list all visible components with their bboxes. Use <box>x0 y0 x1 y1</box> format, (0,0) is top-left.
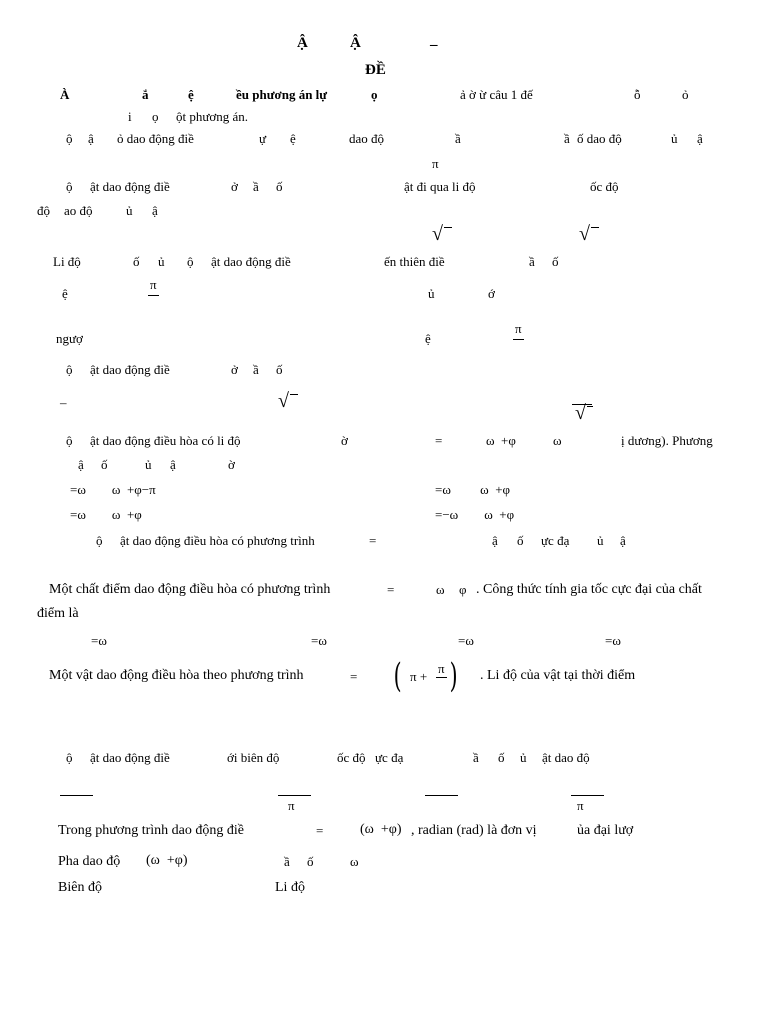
pi-symbol: π <box>438 661 445 676</box>
q2-text: ật dao động điề <box>90 179 170 194</box>
q6-text: ật dao động điều hòa có phương trình <box>120 533 315 548</box>
title-char: Ậ <box>297 35 308 51</box>
q7-text: điểm là <box>37 606 79 621</box>
q7-option-d: =ω <box>605 633 621 648</box>
instr-text: ọ <box>152 109 159 124</box>
q1-text: ủ <box>671 131 678 146</box>
q3-text: ệ <box>62 286 68 301</box>
q6-text: ậ <box>620 533 626 548</box>
q1-text: ự <box>259 131 267 146</box>
q4-text: ộ <box>66 362 73 377</box>
q6-text: ố <box>517 533 524 548</box>
q10-option-b: ố <box>307 854 314 869</box>
sqrt-icon: √ <box>579 223 590 245</box>
instr-text: ỗ <box>634 87 641 102</box>
q2-text: độ <box>37 203 50 218</box>
q6-text: ực đạ <box>541 533 570 548</box>
q6-text: ậ <box>492 533 498 548</box>
q4-dash: – <box>60 395 67 410</box>
q3-text: ầ <box>529 254 535 269</box>
q8-text: . Li độ của vật tại thời điểm <box>480 668 636 683</box>
q2-text: ốc độ <box>590 179 619 194</box>
q4-text: ật dao động điề <box>90 362 170 377</box>
q3-text: ớ <box>488 286 495 301</box>
q1-text: ậ <box>88 131 94 146</box>
q9-text: ật dao độ <box>542 750 590 765</box>
q5-text: = <box>435 433 443 448</box>
sqrt-icon: √ <box>278 390 289 412</box>
q5-option-b: =ω ω +φ <box>435 482 511 497</box>
instr-text: ột phương án. <box>176 109 249 124</box>
q5-option-d: =−ω ω +φ <box>435 507 515 522</box>
sqrt-bar <box>444 227 452 228</box>
instr-text: ọ <box>371 87 378 102</box>
q9-text: ố <box>498 750 505 765</box>
q9-text: ốc độ <box>337 750 366 765</box>
q3-text: Li độ <box>53 254 81 269</box>
q1-text: ộ <box>66 131 73 146</box>
q2-text: ở <box>231 179 238 194</box>
q9-option-a-fraction <box>60 795 93 796</box>
q3-text: ố <box>133 254 140 269</box>
q3-text: ủ <box>158 254 165 269</box>
q2-text: ố <box>276 179 283 194</box>
sqrt-icon: √ <box>432 223 443 245</box>
q1-text: ầ <box>455 131 461 146</box>
q9-option-d-fraction <box>571 795 604 796</box>
sqrt-bar <box>587 406 593 407</box>
q9-text: ực đạ <box>375 750 404 765</box>
q1-text: ố dao độ <box>577 131 622 146</box>
q5-text: ω +φ <box>486 433 516 448</box>
q3-text: ngượ <box>56 331 83 346</box>
q9-text: ộ <box>66 750 73 765</box>
q10-option-d: Li độ <box>275 880 305 895</box>
q10-option-b: ầ <box>284 854 290 869</box>
q4-text: ầ <box>253 362 259 377</box>
q10-option-a: Pha dao độ <box>58 854 121 869</box>
paren-left: ( <box>393 656 402 696</box>
pi-symbol: π <box>515 321 522 336</box>
q5-text: ố <box>101 457 108 472</box>
q3-text: ủ <box>428 286 435 301</box>
q1-text: dao độ <box>349 131 385 146</box>
q5-text: ộ <box>66 433 73 448</box>
q9-option-b-fraction <box>278 795 311 796</box>
q9-option-c-fraction <box>425 795 458 796</box>
section-heading: ĐỀ <box>365 62 386 78</box>
q1-text: ầ <box>564 131 570 146</box>
pi-symbol: π <box>432 156 439 171</box>
q9-text: ật dao động điề <box>90 750 170 765</box>
q8-text: Một vật dao động điều hòa theo phương trình <box>49 668 304 683</box>
q1-text: ỏ dao động điề <box>117 131 194 146</box>
q5-text: ậ <box>170 457 176 472</box>
q9-text: ầ <box>473 750 479 765</box>
q6-text: ộ <box>96 533 103 548</box>
sqrt-icon: √ <box>575 402 586 424</box>
title-dash: – <box>430 37 438 53</box>
q8-inner: π + <box>410 669 428 684</box>
q5-text: ủ <box>145 457 152 472</box>
q2-text: ậ <box>152 203 158 218</box>
instr-text: i <box>128 109 132 124</box>
q8-eq: = <box>350 669 358 684</box>
fraction-bar <box>436 677 447 678</box>
q7-phi: φ <box>459 582 467 597</box>
q10-eq: = <box>316 823 324 838</box>
q7-eq: = <box>387 582 395 597</box>
q5-option-a: =ω ω +φ−π <box>70 482 156 497</box>
fraction-bar <box>148 295 159 296</box>
q10-option-c: Biên độ <box>58 880 102 895</box>
instr-text: ệ <box>188 87 194 102</box>
sqrt-bar <box>591 227 599 228</box>
q1-text: ệ <box>290 131 296 146</box>
q6-text: = <box>369 533 377 548</box>
q2-text: ủ <box>126 203 133 218</box>
title-char: Ậ <box>350 35 361 51</box>
q7-text: Một chất điểm dao động điều hòa có phương trình <box>49 582 331 597</box>
q3-text: ệ <box>425 331 431 346</box>
instr-text: À <box>60 87 70 102</box>
q7-text: . Công thức tính gia tốc cực đại của chất <box>476 582 702 597</box>
sqrt-bar <box>290 394 298 395</box>
q5-text: ờ <box>341 433 348 448</box>
paren-right: ) <box>449 656 458 696</box>
q5-text: ậ <box>78 457 84 472</box>
pi-symbol: π <box>577 798 584 813</box>
q7-option-b: =ω <box>311 633 327 648</box>
q7-omega: ω <box>436 582 445 597</box>
q10-option-a-expr: (ω +φ) <box>146 853 188 868</box>
q10-expr: (ω +φ) <box>360 822 402 837</box>
instr-text: ắ <box>142 87 149 102</box>
q2-text: ộ <box>66 179 73 194</box>
q3-text: ến thiên điề <box>384 254 445 269</box>
q3-text: ố <box>552 254 559 269</box>
q10-text: Trong phương trình dao động điề <box>58 823 244 838</box>
q5-text: ờ <box>228 457 235 472</box>
q9-text: ủ <box>520 750 527 765</box>
q5-text: ị dương). Phương <box>621 433 713 448</box>
q10-text: , radian (rad) là đơn vị <box>411 823 537 838</box>
q4-text: ở <box>231 362 238 377</box>
pi-symbol: π <box>288 798 295 813</box>
q2-text: ầ <box>253 179 259 194</box>
fraction-bar <box>513 339 524 340</box>
q9-text: ới biên độ <box>227 750 280 765</box>
q7-option-c: =ω <box>458 633 474 648</box>
instr-text: ỏ <box>682 87 689 102</box>
q2-text: ật đi qua li độ <box>404 179 476 194</box>
q3-text: ật dao động điề <box>211 254 291 269</box>
q5-text: ật dao động điều hòa có li độ <box>90 433 241 448</box>
q10-text: ủa đại lượ <box>577 823 634 838</box>
q6-text: ủ <box>597 533 604 548</box>
q10-option-b: ω <box>350 854 359 869</box>
q5-text: ω <box>553 433 562 448</box>
q5-option-c: =ω ω +φ <box>70 507 142 522</box>
q2-text: ao độ <box>64 203 93 218</box>
q4-text: ố <box>276 362 283 377</box>
instr-text: ều phương án lự <box>236 87 328 102</box>
pi-symbol: π <box>150 277 157 292</box>
q7-option-a: =ω <box>91 633 107 648</box>
q1-text: ậ <box>697 131 703 146</box>
q3-text: ộ <box>187 254 194 269</box>
instr-text: ả ờ ừ câu 1 đế <box>460 87 533 102</box>
